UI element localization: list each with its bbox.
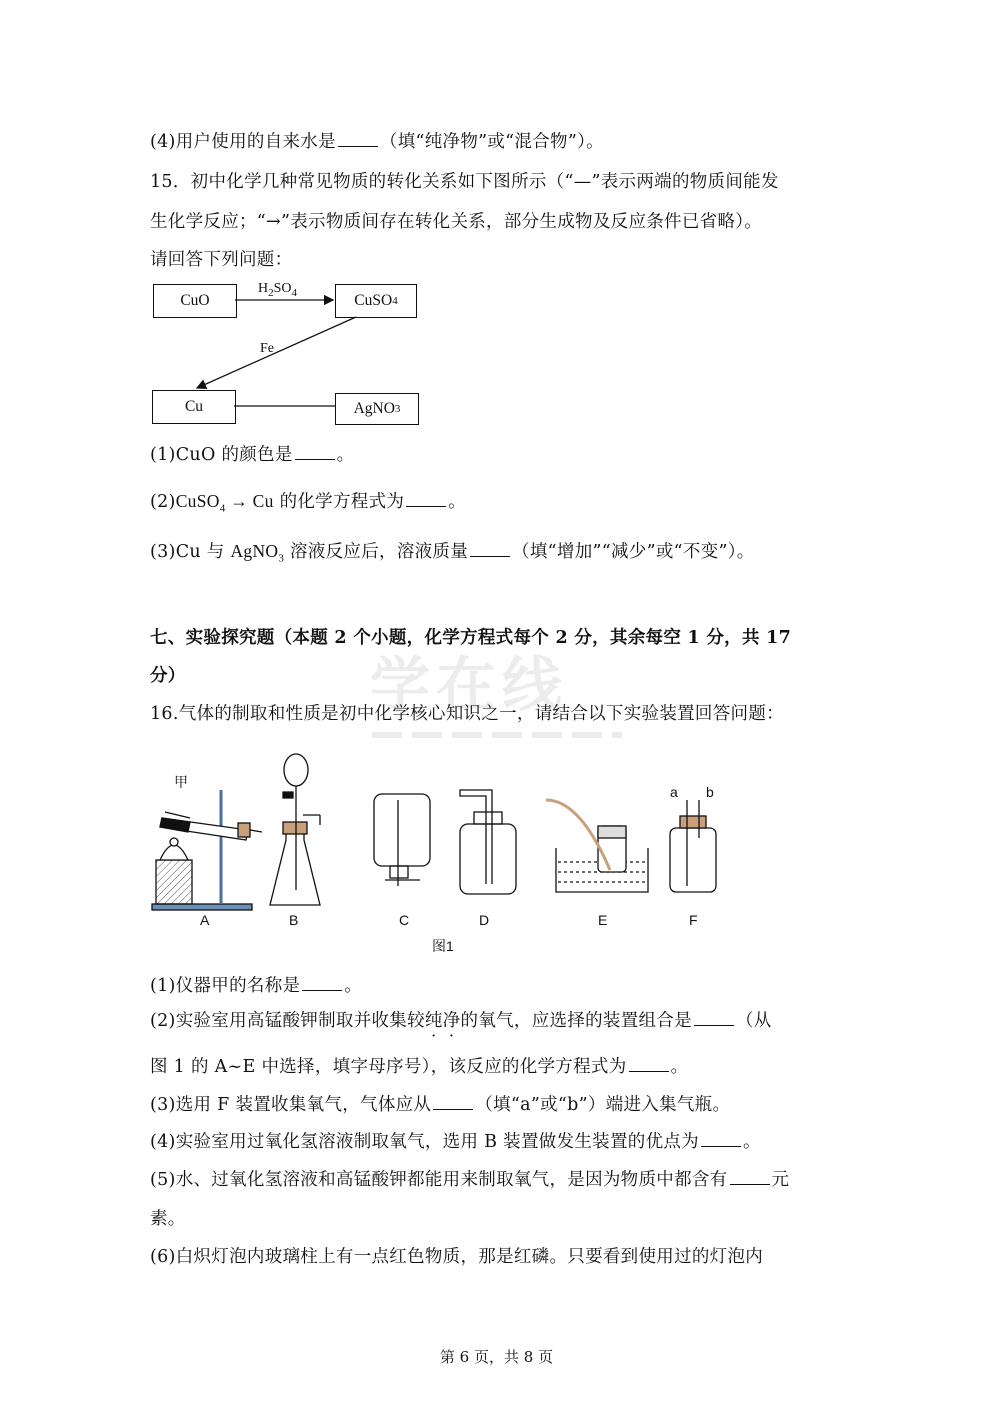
label-apparatus-d: D (479, 912, 490, 928)
q16-part5-cont: 素。 (150, 1209, 186, 1229)
page-footer: 第 6 页，共 8 页 (439, 1348, 554, 1366)
q15-line3: 请回答下列问题： (150, 250, 293, 270)
node-cu: Cu (152, 390, 236, 424)
watermark: 学在线 (370, 651, 568, 721)
apparatus-e (546, 800, 648, 892)
q16-part1: (1)仪器甲的名称是 。 (150, 976, 363, 996)
q16-part4: (4)实验室用过氧化氢溶液制取氧气，选用 B 装置做发生装置的优点为 。 (150, 1132, 761, 1152)
q16-part3: (3)选用 F 装置收集氧气，气体应从 （填“a”或“b”）端进入集气瓶。 (150, 1095, 731, 1115)
apparatus-d (460, 790, 516, 894)
answer-blank[interactable] (302, 976, 342, 991)
label-a: a (670, 784, 678, 800)
node-agno3: AgNO 3 (335, 393, 419, 425)
answer-blank[interactable] (433, 1095, 473, 1110)
label-apparatus-c: C (399, 912, 410, 928)
label-apparatus-b: B (289, 912, 299, 928)
q14-part4-hint: （填“纯净物”或“混合物”）。 (379, 132, 604, 152)
answer-blank[interactable] (701, 1132, 741, 1147)
q16-part2: (2)实验室用高锰酸钾制取并收集较纯净的氧气，应选择的装置组合是 （从 (150, 1011, 772, 1031)
answer-blank[interactable] (730, 1170, 770, 1185)
apparatus-b (270, 754, 320, 905)
figure-caption: 图1 (432, 938, 454, 954)
node-cuso4: CuSO 4 (335, 284, 417, 318)
q14-part4-text: (4)用户使用的自来水是 (150, 132, 336, 152)
q16-intro: 16.气体的制取和性质是初中化学核心知识之一，请结合以下实验装置回答问题： (150, 704, 784, 724)
q15-part2: (2)CuSO$_4$ → Cu 的化学方程式为 。 (150, 491, 466, 515)
label-jia: 甲 (174, 775, 188, 791)
apparatus-a (152, 790, 262, 910)
apparatus-f (670, 800, 716, 892)
label-apparatus-a: A (200, 912, 210, 928)
q16-part6: (6)白炽灯泡内玻璃柱上有一点红色物质，那是红磷。只要看到使用过的灯泡内 (150, 1247, 764, 1267)
q15-part1: (1)CuO 的颜色是 。 (150, 445, 355, 465)
q15-line2: 生化学反应；“→”表示物质间存在转化关系，部分生成物及反应条件已省略）。 (150, 212, 763, 232)
answer-blank[interactable] (694, 1011, 734, 1026)
label-apparatus-f: F (689, 912, 698, 928)
section7-title: 七、实验探究题（本题 2 个小题，化学方程式每个 2 分，其余每空 1 分，共 17 (150, 628, 792, 648)
q15-part3: (3)Cu 与 AgNO$_3$ 溶液反应后，溶液质量 （填“增加”“减少”或“不变”）。 (150, 541, 755, 565)
node-cuo: CuO (153, 284, 237, 318)
label-h2so4: $H_2SO_4$ (258, 281, 298, 299)
section7-title-cont: 分） (150, 666, 186, 686)
q16-part2-cont: 图 1 的 A~E 中选择，填字母序号），该反应的化学方程式为 。 (150, 1057, 689, 1077)
answer-blank[interactable] (629, 1057, 669, 1072)
label-b: b (706, 784, 714, 800)
q16-part5: (5)水、过氧化氢溶液和高锰酸钾都能用来制取氧气，是因为物质中都含有 元 (150, 1170, 790, 1190)
apparatus-c (374, 794, 430, 886)
label-fe: Fe (260, 341, 274, 356)
q15-line1: 15．初中化学几种常见物质的转化关系如下图所示（“—”表示两端的物质间能发 (150, 172, 779, 192)
label-apparatus-e: E (598, 912, 608, 928)
